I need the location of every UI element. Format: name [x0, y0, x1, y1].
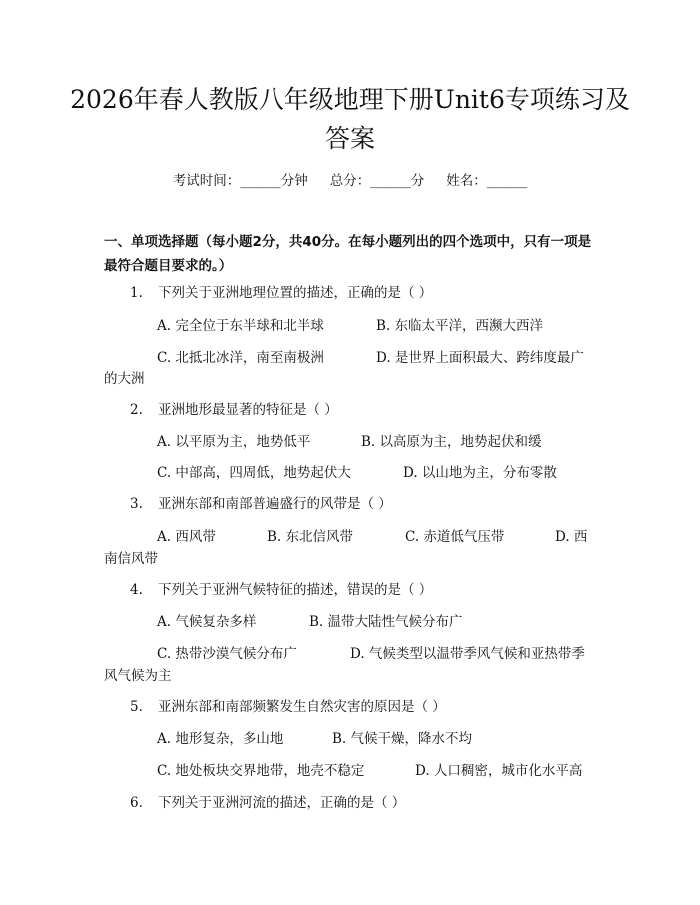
- option-continuation: 的大洲: [104, 371, 145, 387]
- option-c: C. 地处板块交界地带，地壳不稳定: [157, 763, 365, 779]
- total-score-field: 总分：______分: [329, 173, 425, 189]
- option-d: D. 气候类型以温带季风气候和亚热带季: [350, 646, 585, 662]
- option-continuation: 风气候为主: [104, 668, 172, 684]
- option-d: D. 人口稠密，城市化水平高: [415, 763, 583, 779]
- option-a: A. 气候复杂多样: [157, 614, 257, 630]
- question-stem: 下列关于亚洲地理位置的描述，正确的是（ ）: [158, 285, 433, 301]
- question-5: [130, 695, 446, 715]
- question-number: 3.: [130, 496, 143, 512]
- question-number: 1.: [130, 285, 143, 301]
- question-number: 2.: [130, 402, 143, 418]
- question-2: [130, 398, 338, 418]
- document-title: 2026年春人教版八年级地理下册Unit6专项练习及答案: [70, 85, 630, 153]
- exam-time-field: 考试时间：______分钟: [172, 173, 308, 189]
- option-d: D. 是世界上面积最大、跨纬度最广: [376, 350, 584, 366]
- question-stem: 亚洲东部和南部普遍盛行的风带是（ ）: [158, 496, 392, 512]
- option-b: B. 东临太平洋，西濒大西洋: [376, 318, 544, 334]
- option-d: D. 西: [555, 529, 588, 545]
- option-c: C. 中部高，四周低，地势起伏大: [157, 465, 351, 481]
- question-number: 6.: [130, 795, 143, 811]
- option-c: C. 赤道低气压带: [405, 529, 505, 545]
- question-stem: 下列关于亚洲气候特征的描述，错误的是（ ）: [158, 582, 433, 598]
- option-b: B. 气候干燥，降水不均: [332, 731, 473, 747]
- question-4: [130, 578, 432, 598]
- question-1: [130, 281, 432, 301]
- question-stem: 亚洲东部和南部频繁发生自然灾害的原因是（ ）: [158, 699, 446, 715]
- option-a: A. 以平原为主，地势低平: [157, 434, 311, 450]
- option-b: B. 温带大陆性气候分布广: [309, 614, 463, 630]
- option-d: D. 以山地为主，分布零散: [403, 465, 557, 481]
- exam-meta: [0, 169, 700, 189]
- question-stem: 亚洲地形最显著的特征是（ ）: [158, 402, 338, 418]
- section-heading: 一、单项选择题（每小题2分，共40分。在每小题列出的四个选项中，只有一项是最符合题目要求的。）: [104, 234, 592, 274]
- question-6: [130, 791, 405, 811]
- question-number: 4.: [130, 582, 143, 598]
- option-b: B. 东北信风带: [267, 529, 354, 545]
- option-continuation: 南信风带: [104, 551, 158, 567]
- option-c: C. 北抵北冰洋，南至南极洲: [157, 350, 324, 366]
- student-name-field: 姓名：______: [446, 173, 528, 189]
- option-a: A. 地形复杂，多山地: [157, 731, 284, 747]
- question-number: 5.: [130, 699, 143, 715]
- option-b: B. 以高原为主，地势起伏和缓: [361, 434, 542, 450]
- option-a: A. 完全位于东半球和北半球: [157, 318, 324, 334]
- option-a: A. 西风带: [157, 529, 216, 545]
- question-3: [130, 492, 392, 512]
- option-c: C. 热带沙漠气候分布广: [157, 646, 297, 662]
- question-stem: 下列关于亚洲河流的描述，正确的是（ ）: [158, 795, 406, 811]
